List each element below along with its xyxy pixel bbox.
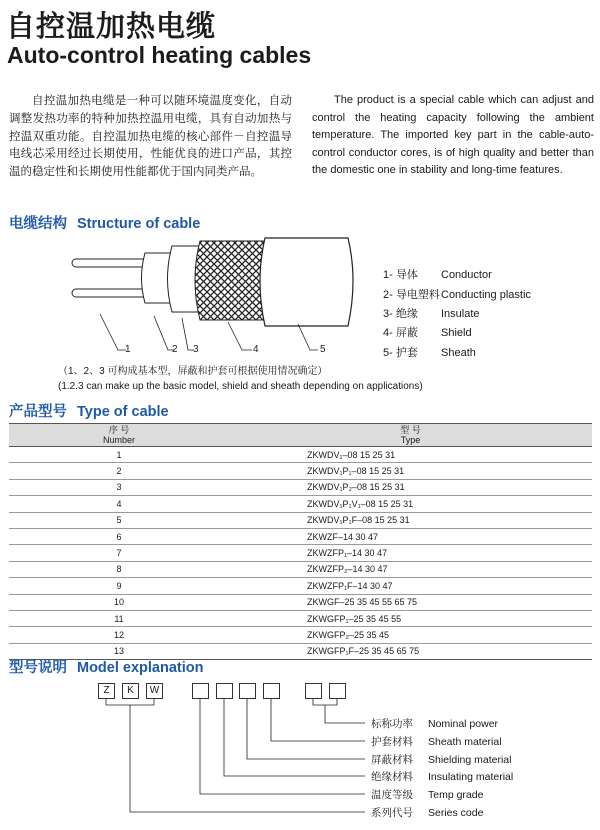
- model-heading-en: Model explanation: [77, 660, 204, 676]
- structure-note-en: (1.2.3 can make up the basic model, shield and sheath depending on applications): [58, 381, 423, 392]
- row-number: 3: [9, 479, 229, 495]
- legend-item-conducting-plastic: 2- 导电塑料Conducting plastic: [383, 289, 531, 301]
- legend-item-shield: 4- 屏蔽 Shield: [383, 327, 472, 339]
- model-heading-cn: 型号说明: [9, 660, 67, 676]
- callout-1: 1: [125, 344, 131, 355]
- header-type: 型 号 Type: [229, 424, 592, 447]
- row-number: 4: [9, 496, 229, 512]
- row-type: ZKWDV₁P₁F–08 15 25 31: [229, 512, 592, 528]
- page-title-en: Auto-control heating cables: [7, 42, 312, 68]
- model-item-series-code: 系列代号 Series code: [371, 807, 484, 819]
- row-type: ZKWZFP₂–14 30 47: [229, 561, 592, 577]
- callout-4: 4: [253, 344, 259, 355]
- row-number: 13: [9, 643, 229, 659]
- row-number: 9: [9, 578, 229, 594]
- structure-note-cn: （1、2、3 可构成基本型，屏蔽和护套可根据使用情况确定）: [58, 366, 328, 377]
- row-type: ZKWGFP₂–25 35 45: [229, 627, 592, 643]
- types-heading-en: Type of cable: [77, 404, 169, 420]
- model-item-sheath-material: 护套材料 Sheath material: [371, 736, 502, 748]
- row-number: 5: [9, 512, 229, 528]
- row-type: ZKWDV₁–08 15 25 31: [229, 447, 592, 463]
- row-type: ZKWDV₁P₁–08 15 25 31: [229, 463, 592, 479]
- code-box-z: Z: [98, 683, 115, 699]
- code-box-w: W: [146, 683, 163, 699]
- page-title-cn: 自控温加热电缆: [6, 9, 217, 43]
- callout-2: 2: [172, 344, 178, 355]
- model-item-nominal-power: 标称功率 Nominal power: [371, 718, 499, 730]
- intro-text-en: The product is a special cable which can adjust and control the heating capacity following the ambient temperature. The imported key part in the cable-auto-control conductor cores, is of high quality and better than the domestic one in stability and long-time features.: [312, 94, 594, 176]
- header-number: 序 号 Number: [9, 424, 229, 447]
- row-number: 10: [9, 594, 229, 610]
- legend-item-conductor: 1- 导体 Conductor: [383, 269, 492, 281]
- row-type: ZKWZFP₁–14 30 47: [229, 545, 592, 561]
- row-type: ZKWGF–25 35 45 55 65 75: [229, 594, 592, 610]
- row-type: ZKWZFP₁F–14 30 47: [229, 578, 592, 594]
- model-item-shielding-material: 屏蔽材料 Shielding material: [371, 754, 512, 766]
- row-type: ZKWDV₁P₁V₁–08 15 25 31: [229, 496, 592, 512]
- callout-3: 3: [193, 344, 199, 355]
- model-item-insulating-material: 绝缘材料 Insulating material: [371, 771, 514, 783]
- row-type: ZKWGFP₁F–25 35 45 65 75: [229, 643, 592, 659]
- callout-5: 5: [320, 344, 326, 355]
- row-type: ZKWDV₁P₂–08 15 25 31: [229, 479, 592, 495]
- legend-item-sheath: 5- 护套 Sheath: [383, 347, 476, 359]
- legend-item-insulate: 3- 绝缘 Insulate: [383, 308, 480, 320]
- row-number: 12: [9, 627, 229, 643]
- row-number: 2: [9, 463, 229, 479]
- code-box-k: K: [122, 683, 139, 699]
- structure-heading-en: Structure of cable: [77, 216, 201, 232]
- row-number: 8: [9, 561, 229, 577]
- row-type: ZKWGFP₁–25 35 45 55: [229, 610, 592, 626]
- row-number: 1: [9, 447, 229, 463]
- row-number: 6: [9, 528, 229, 544]
- types-heading-cn: 产品型号: [9, 404, 67, 420]
- row-number: 7: [9, 545, 229, 561]
- model-item-temp-grade: 温度等级 Temp grade: [371, 789, 484, 801]
- row-type: ZKWZF–14 30 47: [229, 528, 592, 544]
- intro-text-cn: 自控温加热电缆是一种可以随环境温度变化，自动调整发热功率的特种加热控温用电缆，具有自动加热与控温双重功能。自控温加热电缆的核心部件－自控温导电线芯采用经过长期使用，性能优良的进口产品，其控温的稳定性和长期使用性能都优于国内同类产品。: [9, 93, 292, 179]
- structure-heading-cn: 电缆结构: [9, 216, 67, 232]
- row-number: 11: [9, 610, 229, 626]
